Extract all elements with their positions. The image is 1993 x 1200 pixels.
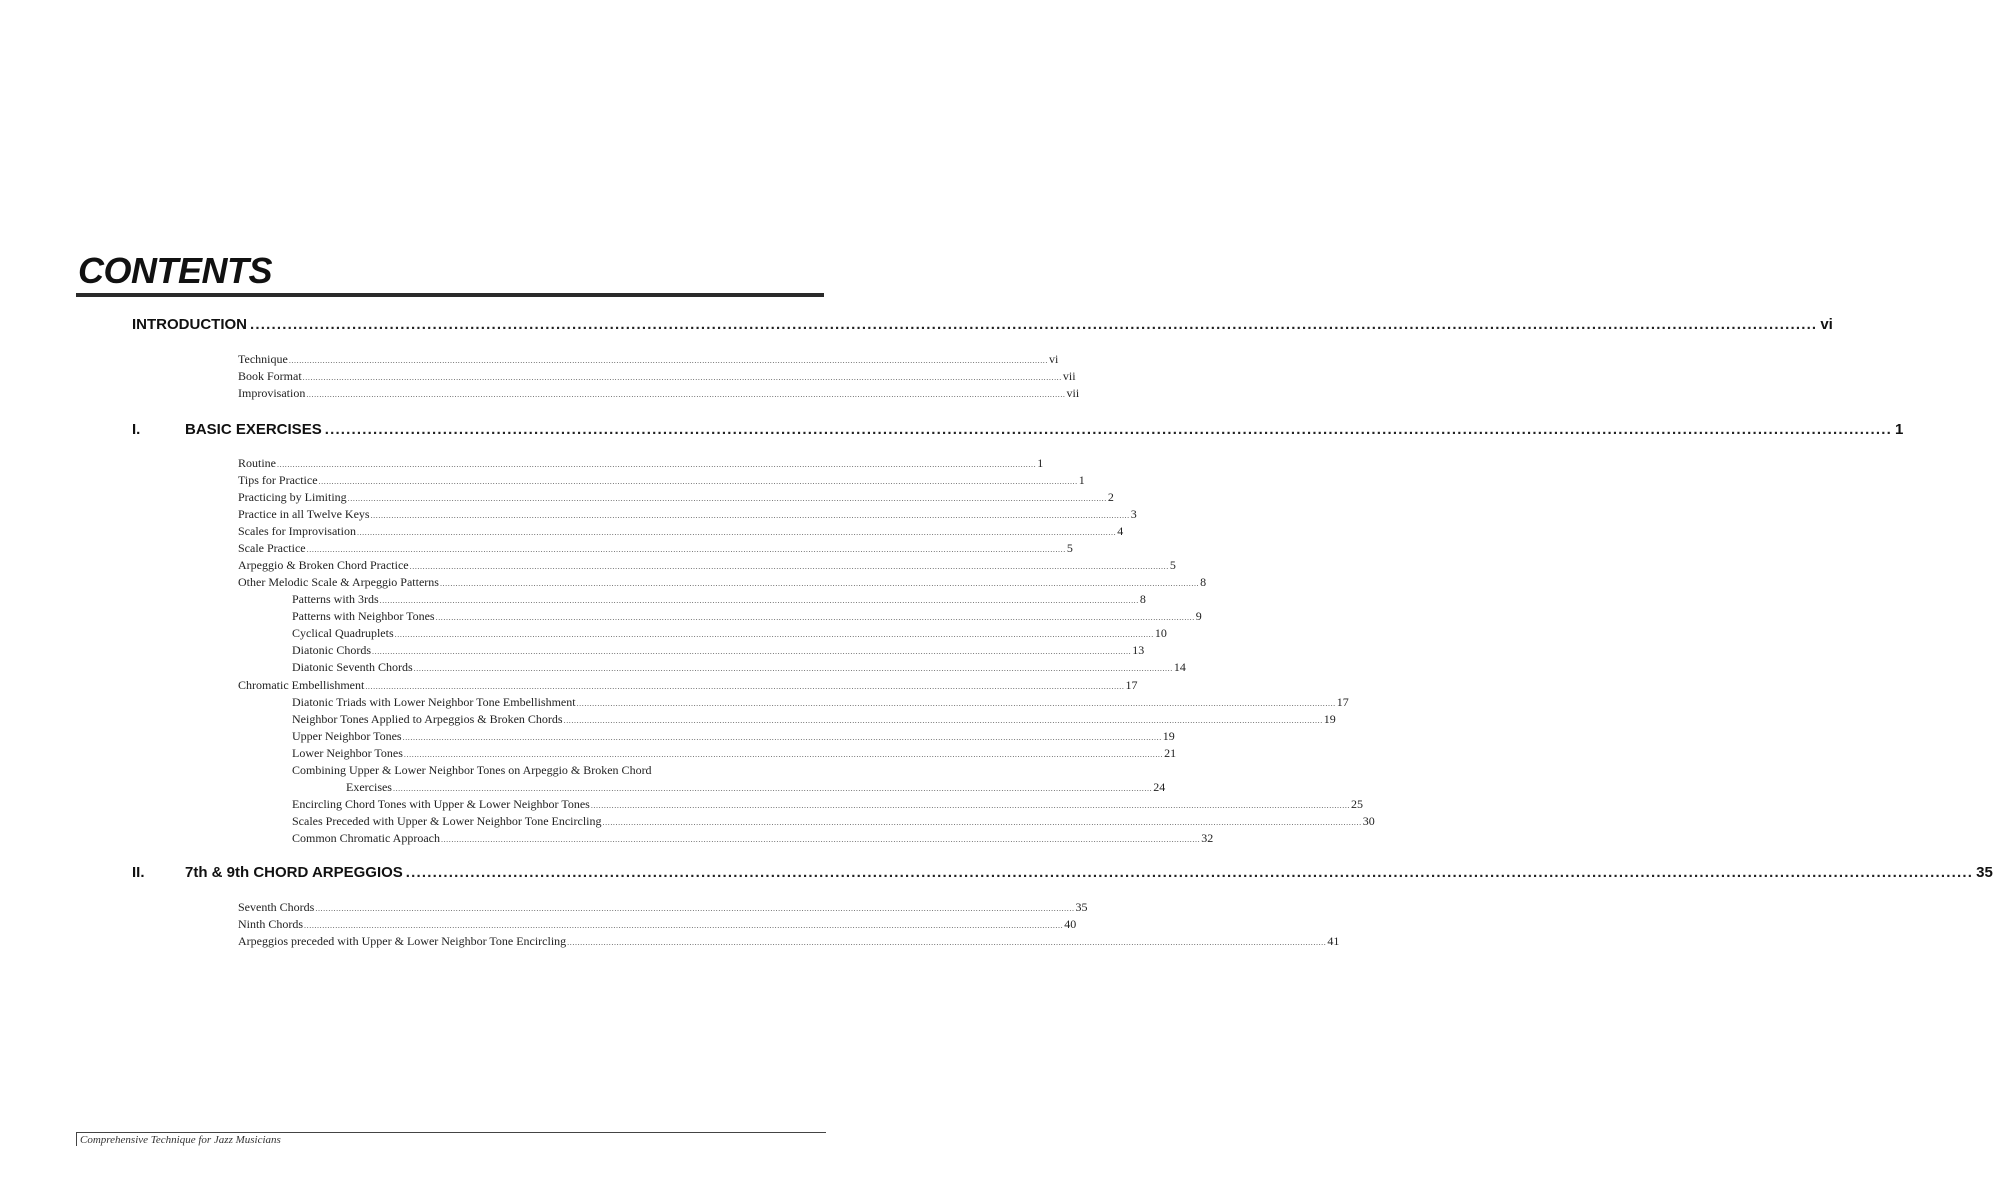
section-number: II. bbox=[132, 864, 145, 881]
section-page: 35 bbox=[1976, 864, 1993, 881]
entry-label: Diatonic Seventh Chords bbox=[292, 660, 413, 674]
entry-page: 10 bbox=[1154, 626, 1167, 640]
dot-leader: .................................................................................................................................................................................................................................................................................................... bbox=[304, 921, 1064, 930]
entry-label: Practicing by Limiting bbox=[238, 490, 347, 504]
entry-page: 8 bbox=[1139, 592, 1146, 606]
dot-leader: .................................................................................................................................................................................................................................................................................................... bbox=[365, 682, 1125, 691]
toc-entry[interactable] bbox=[292, 712, 1336, 729]
entry-label: Practice in all Twelve Keys bbox=[238, 507, 370, 521]
toc-entry[interactable] bbox=[238, 473, 1085, 490]
toc-entry[interactable] bbox=[292, 609, 1202, 626]
entry-page: vi bbox=[1049, 352, 1059, 366]
dot-leader: .................................................................................................................................................................................................................................................................................................... bbox=[370, 511, 1130, 520]
section-page: 1 bbox=[1895, 421, 1904, 438]
toc-entry[interactable] bbox=[238, 541, 1073, 558]
dot-leader: .................................................................................................................................................................................................................................................................................................... bbox=[602, 818, 1362, 827]
dot-leader: .................................................................................................................................................................................................................................................................................................... bbox=[288, 356, 1049, 365]
entry-label: Book Format bbox=[238, 369, 302, 383]
entry-label: Exercises bbox=[346, 780, 392, 794]
toc-entry[interactable] bbox=[292, 626, 1167, 643]
footer-bar bbox=[76, 1132, 77, 1146]
section-label: 7th & 9th CHORD ARPEGGIOS bbox=[185, 864, 403, 881]
entry-label: Diatonic Triads with Lower Neighbor Tone Embellishment bbox=[292, 695, 576, 709]
dot-leader: .................................................................................................................................................................................................................................................................................................... bbox=[347, 494, 1107, 503]
entry-label: Improvisation bbox=[238, 386, 306, 400]
entry-page: 1 bbox=[1037, 456, 1044, 470]
dot-leader: .................................................................................................................................................................................................................................................................................................... bbox=[306, 545, 1066, 554]
entry-page: 17 bbox=[1125, 678, 1138, 692]
entry-label: Routine bbox=[238, 456, 276, 470]
entry-label: Scale Practice bbox=[238, 541, 306, 555]
entry-label: Common Chromatic Approach bbox=[292, 831, 440, 845]
entry-page: 8 bbox=[1200, 575, 1207, 589]
dot-leader: .................................................................................................................................................................................................................................................................................................... bbox=[435, 613, 1195, 622]
entry-page: 41 bbox=[1327, 934, 1340, 948]
toc-entry[interactable] bbox=[238, 917, 1077, 934]
toc-entry[interactable] bbox=[238, 558, 1176, 575]
dot-leader: .................................................................................................................................................................................................................................................................................................... bbox=[403, 750, 1164, 759]
entry-page: 19 bbox=[1323, 712, 1336, 726]
dot-leader: .................................................................................................................................................................................................................................................................................................... bbox=[372, 647, 1132, 656]
entry-label: Cyclical Quadruplets bbox=[292, 626, 394, 640]
entry-label: Ninth Chords bbox=[238, 917, 304, 931]
dot-leader: .................................................................................................................................................................................................................................................................................................... bbox=[402, 733, 1162, 742]
entry-page: 14 bbox=[1173, 660, 1186, 674]
entry-label: Technique bbox=[238, 352, 288, 366]
section-label: INTRODUCTION bbox=[132, 316, 247, 333]
dot-leader: .................................................................................................................................................................................................................................................................................................... bbox=[302, 373, 1062, 382]
dot-leader: .................................................................................................................................................................................................................................................................................................... bbox=[563, 716, 1323, 725]
toc-entry[interactable] bbox=[238, 369, 1076, 386]
toc-entry[interactable] bbox=[238, 386, 1080, 403]
entry-label: Lower Neighbor Tones bbox=[292, 746, 403, 760]
entry-label: Chromatic Embellishment bbox=[238, 678, 365, 692]
toc-entry[interactable] bbox=[238, 678, 1138, 695]
entry-page: 30 bbox=[1362, 814, 1375, 828]
dot-leader: .................................................................................................................................................................................................................................................................................................... bbox=[567, 938, 1327, 947]
dot-leader: .................................................................................................................................................................................................................................................................................................... bbox=[315, 904, 1075, 913]
toc-entry[interactable] bbox=[238, 507, 1137, 524]
dot-leader: .................................................................................................................................................................................................................................................................................................... bbox=[324, 421, 1893, 438]
dot-leader: .................................................................................................................................................................................................................................................................................................... bbox=[379, 596, 1139, 605]
dot-leader: .................................................................................................................................................................................................................................................................................................... bbox=[392, 784, 1153, 793]
entry-label: Arpeggios preceded with Upper & Lower Neighbor Tone Encircling bbox=[238, 934, 567, 948]
entry-page: 17 bbox=[1336, 695, 1349, 709]
entry-page: 4 bbox=[1117, 524, 1124, 538]
dot-leader: .................................................................................................................................................................................................................................................................................................... bbox=[250, 316, 1818, 333]
toc-entry[interactable] bbox=[292, 643, 1145, 660]
entry-label: Patterns with Neighbor Tones bbox=[292, 609, 435, 623]
toc-entry[interactable] bbox=[292, 831, 1214, 848]
toc-entry[interactable] bbox=[238, 575, 1207, 592]
dot-leader: .................................................................................................................................................................................................................................................................................................... bbox=[277, 460, 1037, 469]
section-basic-exercises[interactable] bbox=[132, 421, 1904, 438]
title-rule bbox=[76, 293, 824, 297]
toc-entry[interactable] bbox=[292, 592, 1146, 609]
entry-page: 25 bbox=[1351, 797, 1364, 811]
entry-label: Upper Neighbor Tones bbox=[292, 729, 402, 743]
entry-label: Scales for Improvisation bbox=[238, 524, 356, 538]
toc-entry[interactable] bbox=[238, 352, 1059, 369]
dot-leader: .................................................................................................................................................................................................................................................................................................... bbox=[405, 864, 1974, 881]
entry-page: 13 bbox=[1132, 643, 1145, 657]
entry-label: Diatonic Chords bbox=[292, 643, 371, 657]
dot-leader: .................................................................................................................................................................................................................................................................................................... bbox=[590, 801, 1351, 810]
section-introduction[interactable] bbox=[132, 316, 1833, 333]
entry-page: 35 bbox=[1075, 900, 1088, 914]
toc-entry[interactable] bbox=[292, 814, 1375, 831]
entry-page: 3 bbox=[1130, 507, 1137, 521]
toc-entry[interactable] bbox=[292, 729, 1175, 746]
entry-label: Tips for Practice bbox=[238, 473, 318, 487]
toc-entry[interactable] bbox=[238, 900, 1088, 917]
entry-label: Encircling Chord Tones with Upper & Lower Neighbor Tones bbox=[292, 797, 590, 811]
entry-page: 32 bbox=[1201, 831, 1214, 845]
entry-label: Patterns with 3rds bbox=[292, 592, 379, 606]
entry-page: 19 bbox=[1162, 729, 1175, 743]
toc-entry[interactable] bbox=[292, 763, 768, 780]
entry-page: 40 bbox=[1064, 917, 1077, 931]
dot-leader: .................................................................................................................................................................................................................................................................................................... bbox=[394, 630, 1154, 639]
dot-leader: .................................................................................................................................................................................................................................................................................................... bbox=[576, 699, 1336, 708]
entry-page: 24 bbox=[1153, 780, 1166, 794]
page-title: CONTENTS bbox=[78, 250, 272, 291]
toc-entry[interactable] bbox=[292, 695, 1349, 712]
entry-page: vii bbox=[1066, 386, 1080, 400]
dot-leader: .................................................................................................................................................................................................................................................................................................... bbox=[306, 390, 1066, 399]
entry-page: 5 bbox=[1066, 541, 1073, 555]
entry-label: Arpeggio & Broken Chord Practice bbox=[238, 558, 409, 572]
entry-page: vii bbox=[1062, 369, 1076, 383]
dot-leader: .................................................................................................................................................................................................................................................................................................... bbox=[318, 477, 1078, 486]
dot-leader: .................................................................................................................................................................................................................................................................................................... bbox=[413, 664, 1173, 673]
dot-leader: .................................................................................................................................................................................................................................................................................................... bbox=[409, 562, 1169, 571]
toc-entry[interactable] bbox=[292, 660, 1186, 677]
toc-entry[interactable] bbox=[238, 490, 1114, 507]
entry-label: Other Melodic Scale & Arpeggio Patterns bbox=[238, 575, 439, 589]
section-chord-arpeggios[interactable] bbox=[132, 864, 1993, 881]
section-number: I. bbox=[132, 421, 141, 438]
entry-label: Seventh Chords bbox=[238, 900, 315, 914]
entry-page: 5 bbox=[1169, 558, 1176, 572]
footer-text: Comprehensive Technique for Jazz Musicians bbox=[80, 1134, 281, 1146]
dot-leader: .................................................................................................................................................................................................................................................................................................... bbox=[356, 528, 1117, 537]
toc-entry[interactable] bbox=[292, 746, 1177, 763]
entry-label: Combining Upper & Lower Neighbor Tones on Arpeggio & Broken Chord bbox=[292, 763, 652, 777]
entry-label: Neighbor Tones Applied to Arpeggios & Broken Chords bbox=[292, 712, 563, 726]
entry-page: 9 bbox=[1195, 609, 1202, 623]
toc-entry[interactable] bbox=[238, 934, 1340, 951]
toc-entry[interactable] bbox=[238, 456, 1044, 473]
entry-page: 2 bbox=[1107, 490, 1114, 504]
toc-entry[interactable] bbox=[346, 780, 1166, 797]
entry-page: 21 bbox=[1164, 746, 1177, 760]
footer-rule bbox=[76, 1132, 826, 1133]
dot-leader: .................................................................................................................................................................................................................................................................................................... bbox=[440, 835, 1201, 844]
toc-entry[interactable] bbox=[238, 524, 1124, 541]
dot-leader: .................................................................................................................................................................................................................................................................................................... bbox=[439, 579, 1200, 588]
entry-page: 1 bbox=[1078, 473, 1085, 487]
section-page: vi bbox=[1820, 316, 1833, 333]
section-label: BASIC EXERCISES bbox=[185, 421, 322, 438]
entry-label: Scales Preceded with Upper & Lower Neighbor Tone Encircling bbox=[292, 814, 602, 828]
toc-entry[interactable] bbox=[292, 797, 1364, 814]
